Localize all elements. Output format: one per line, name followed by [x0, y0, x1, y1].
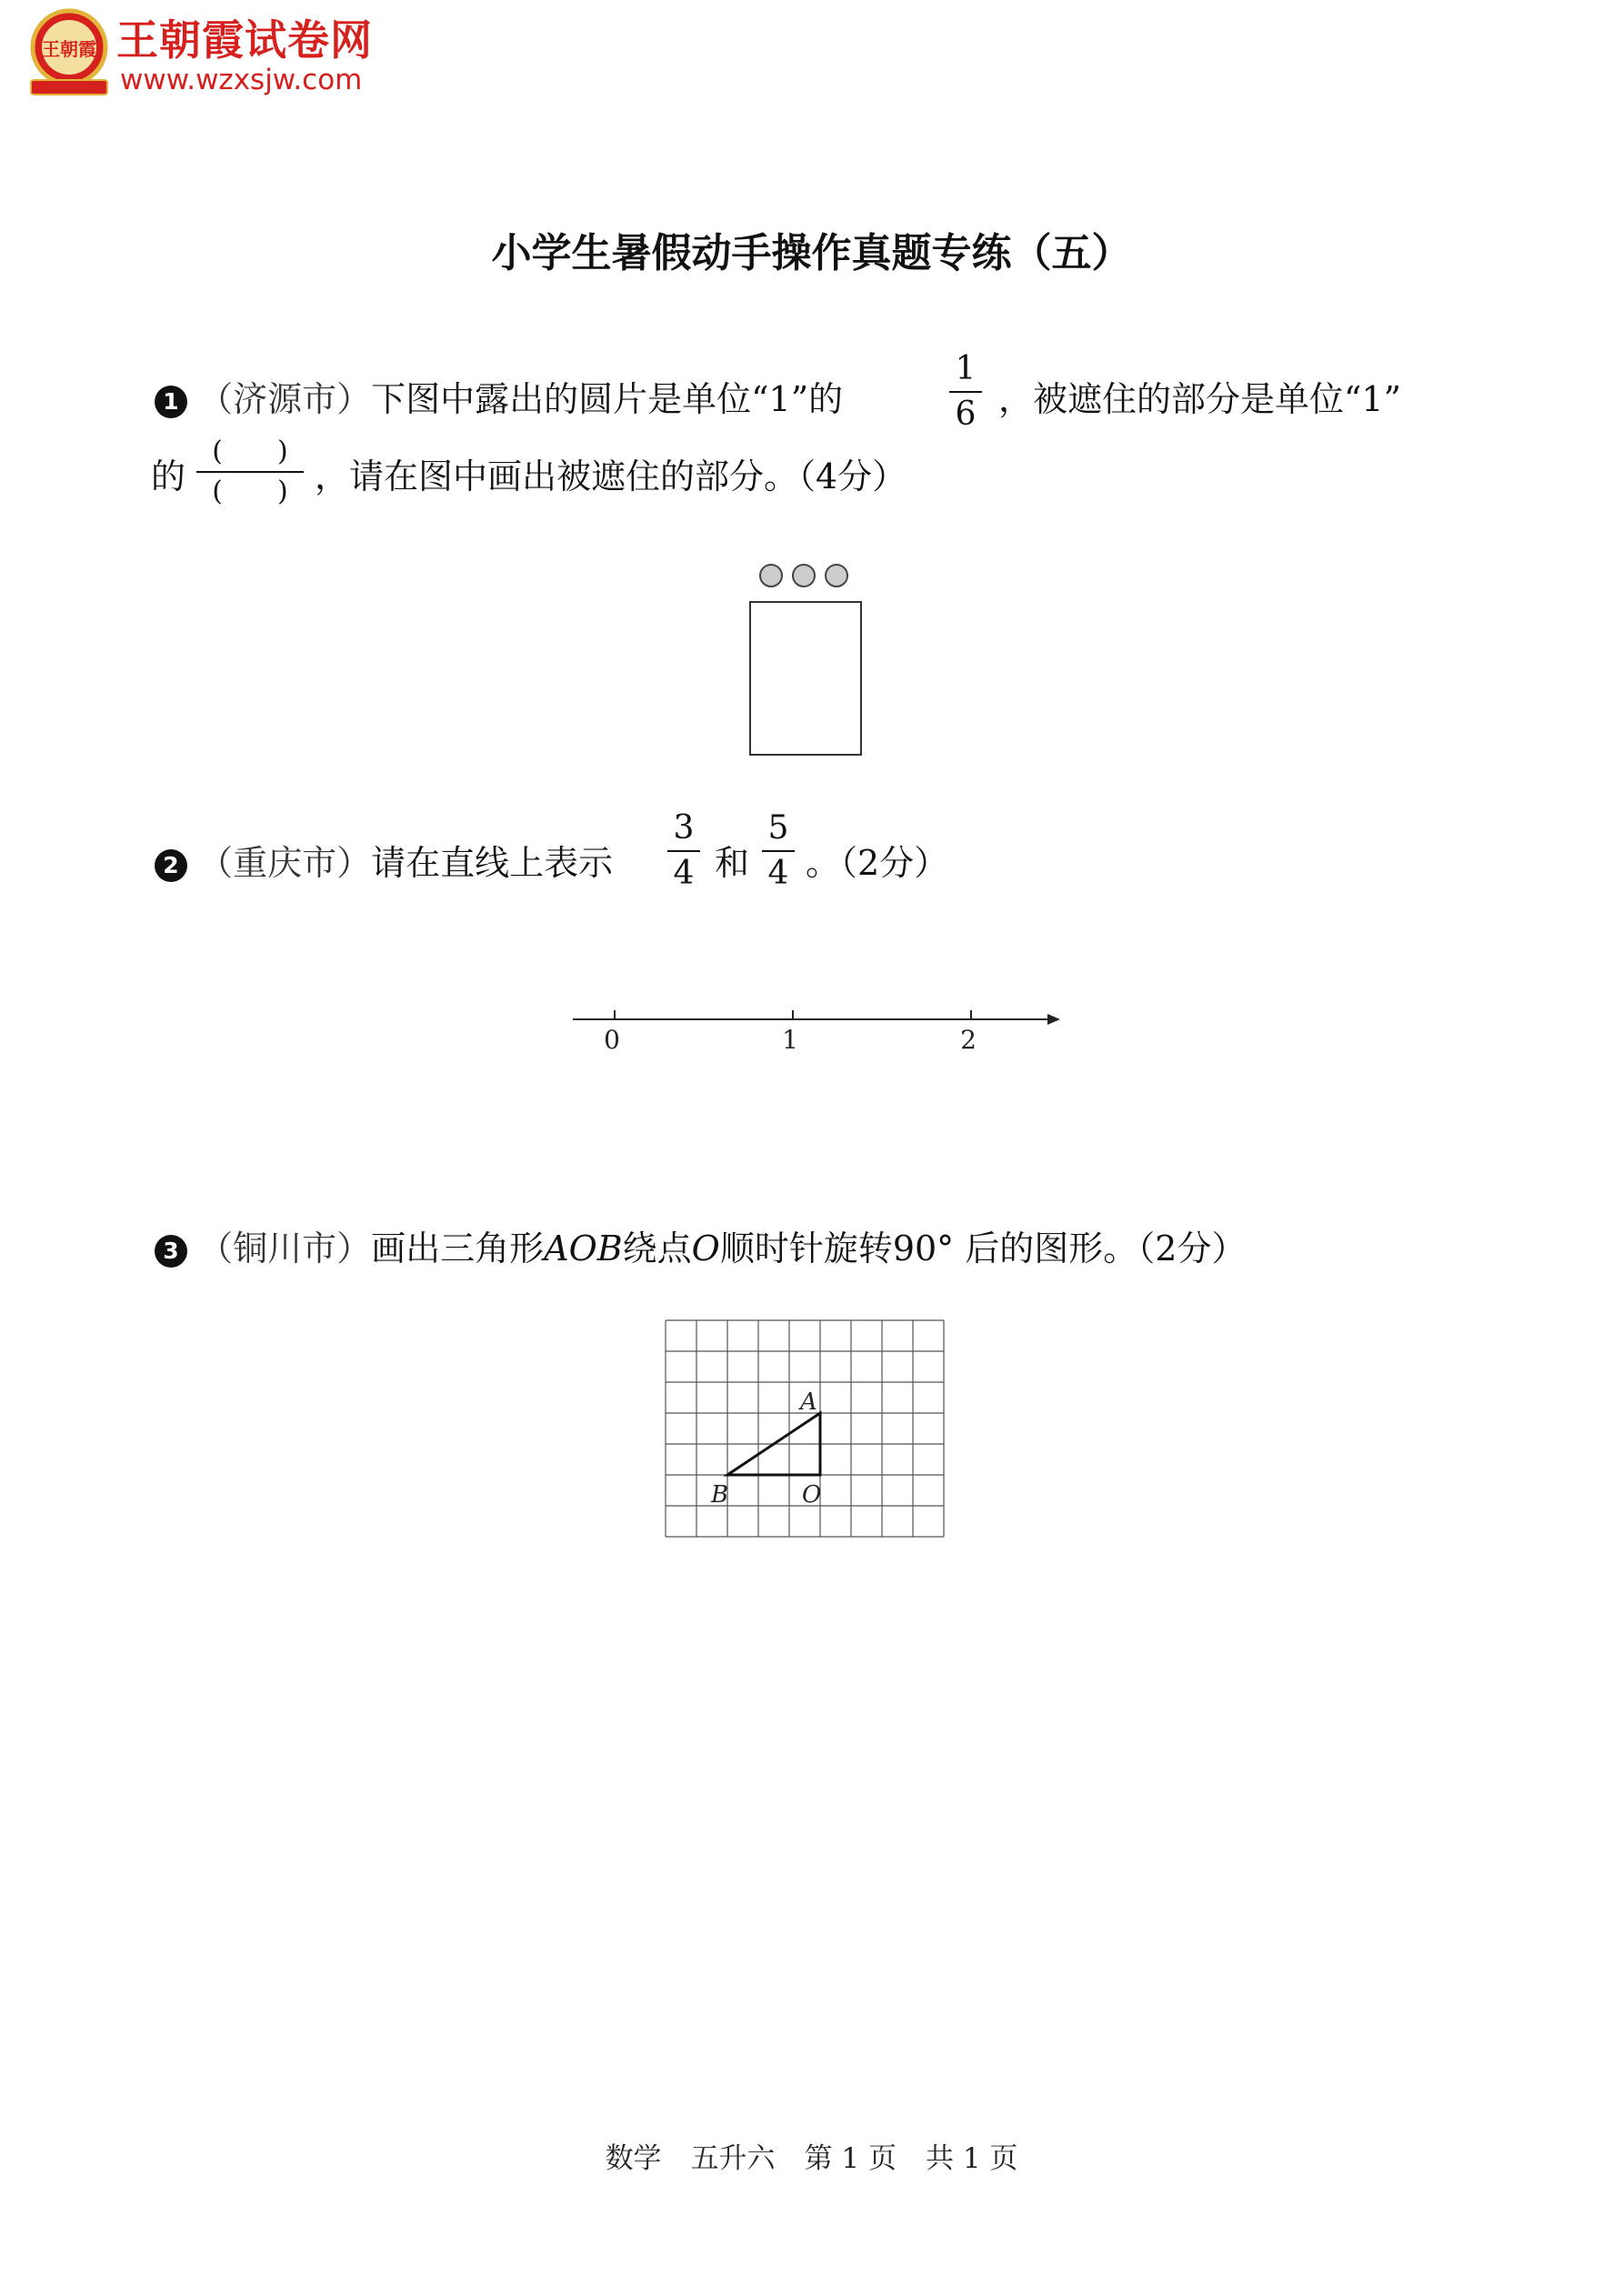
q1-frac-den: 6 — [955, 396, 977, 433]
q1-blank-num: ( ) — [212, 436, 288, 467]
q2-number-icon: 2 — [155, 849, 187, 882]
q2-source: （重庆市） — [198, 843, 372, 883]
footer-grade: 五升六 — [690, 2142, 776, 2175]
disc-2 — [793, 565, 815, 587]
q2-frac2-den: 4 — [767, 855, 789, 892]
q1-blank-den: ( ) — [212, 476, 288, 507]
axis-label-1: 1 — [782, 1025, 798, 1055]
q1-number-icon: 1 — [155, 386, 187, 418]
q3-triangle-name: AOB — [544, 1228, 623, 1268]
disc-3 — [826, 565, 847, 587]
q1-answer-blank[interactable] — [196, 438, 304, 506]
q2-frac2-num: 5 — [767, 809, 789, 847]
disc-1 — [760, 565, 782, 587]
q3-pivot: O — [691, 1228, 720, 1268]
brand-url[interactable]: www.wzxsjw.com — [120, 64, 363, 96]
q1-source: （济源市） — [198, 379, 372, 419]
footer-total: 共 1 页 — [926, 2142, 1018, 2175]
q3-text-a: 画出三角形 — [371, 1228, 545, 1268]
q1-text-c: ，请在图中画出被遮住的部分。（4分） — [315, 456, 907, 496]
label-O: O — [802, 1481, 822, 1509]
q2-number-line — [564, 1000, 1073, 1055]
axis-arrow — [1047, 1014, 1060, 1025]
label-B: B — [711, 1481, 729, 1509]
cover-card — [750, 602, 861, 755]
footer-page: 第 1 页 — [804, 2142, 897, 2175]
q3-source: （铜川市） — [198, 1228, 372, 1268]
q2-text-b: 。（2分） — [806, 843, 949, 883]
q1-line2-prefix: 的 — [151, 456, 186, 496]
q2-line — [155, 843, 614, 883]
q2-text-a: 请在直线上表示 — [371, 843, 614, 883]
q2-frac1-num: 3 — [673, 809, 695, 847]
q2-frac1-den: 4 — [673, 855, 695, 892]
axis-label-2: 2 — [960, 1025, 977, 1055]
q1-line1 — [155, 379, 844, 419]
q1-text-b: ，被遮住的部分是单位“1” — [998, 379, 1402, 419]
label-A: A — [800, 1389, 817, 1416]
page-footer — [0, 2135, 1623, 2176]
page-title: 小学生暑假动手操作真题专练（五） — [491, 230, 1132, 276]
footer-subject: 数学 — [605, 2142, 662, 2175]
q3-text-b: 绕点 — [622, 1228, 692, 1268]
site-logo — [25, 7, 113, 98]
q1-fraction — [949, 350, 982, 433]
q3-line — [155, 1228, 1247, 1268]
brand-name: 王朝霞试卷网 — [116, 15, 373, 65]
q3-grid-figure[interactable] — [664, 1318, 947, 1542]
q3-text-c: 顺时针旋转90° 后的图形。（2分） — [719, 1228, 1247, 1268]
q3-number-icon: 3 — [155, 1235, 187, 1268]
q1-text-a: 下图中露出的圆片是单位“1”的 — [371, 379, 844, 419]
axis-label-0: 0 — [604, 1025, 620, 1055]
q2-fraction-1 — [667, 809, 700, 892]
q1-frac-num: 1 — [955, 350, 977, 387]
q2-joiner: 和 — [715, 843, 750, 883]
logo-text: 王朝霞 — [42, 38, 96, 60]
q2-fraction-2 — [762, 809, 795, 892]
q1-figure — [736, 555, 882, 764]
